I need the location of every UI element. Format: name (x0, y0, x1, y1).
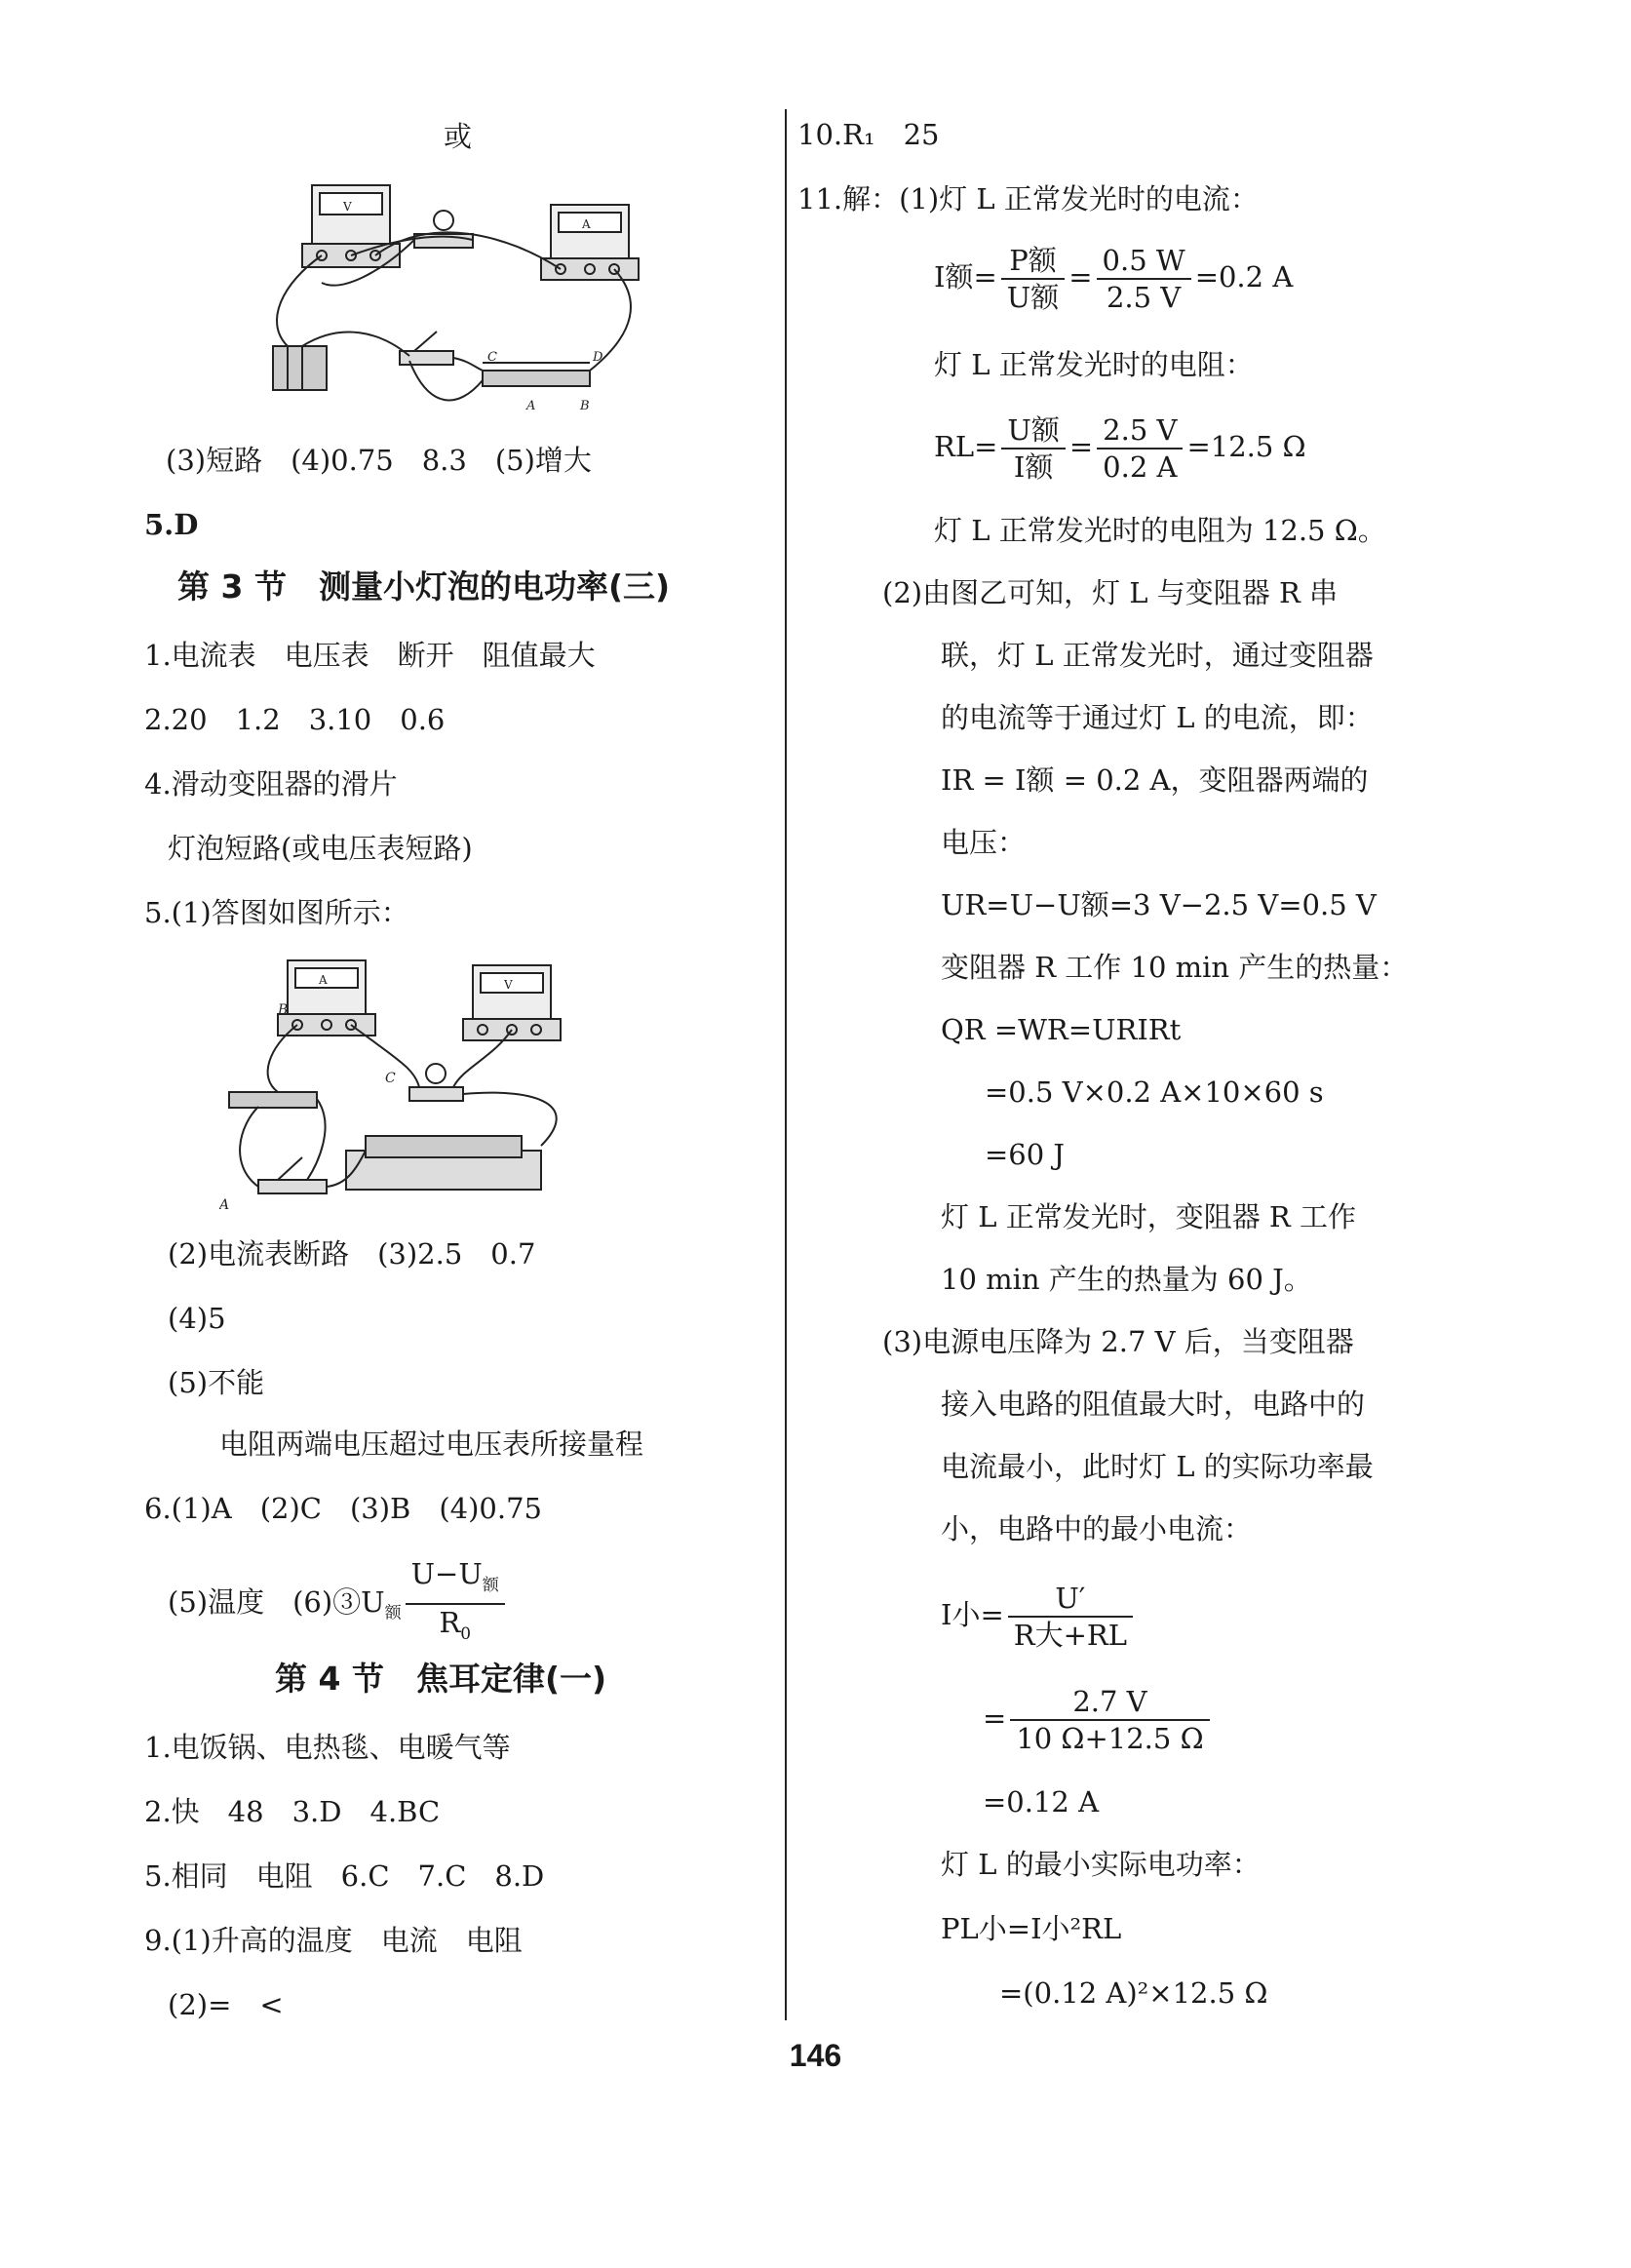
section-4-title: 第 4 节 焦耳定律(一) (275, 1660, 607, 1698)
s3-answer-6b (168, 1556, 509, 1652)
f2-res: =12.5 Ω (1186, 430, 1306, 463)
s3-6b-prefix-sub: 额 (384, 1603, 402, 1623)
p3-line-c: 电流最小，此时灯 L 的实际功率最 (941, 1450, 1374, 1483)
p2-line-i: =0.5 V×0.2 A×10×60 s (985, 1075, 1324, 1109)
s3-answer-5: 5.(1)答图如图所示： (144, 896, 409, 929)
f3-lhs: I小= (941, 1598, 1004, 1631)
formula-current: I额= $\frac{\text{P额}}{\text{U额}}$ = $\frac{0.5 W}{2.5 V}$ =0.2 A (934, 244, 1294, 314)
s4-answer-2: 2.快 48 3.D 4.BC (144, 1795, 441, 1828)
p2-line-k: 灯 L 正常发光时，变阻器 R 工作 (941, 1200, 1356, 1233)
formula-min-power-2: =(0.12 A)²×12.5 Ω (999, 1976, 1268, 2010)
page-number: 146 (789, 2038, 842, 2073)
answer-10: 10.R₁ 25 (797, 118, 940, 151)
p2-line-c: 的电流等于通过灯 L 的电流，即： (941, 701, 1374, 734)
p2-line-l: 10 min 产生的热量为 60 J。 (941, 1263, 1312, 1296)
circuit-figure-2 (219, 951, 590, 1214)
frac-6b-num: U−U (410, 1557, 483, 1590)
formula-min-power: PL小=I小²RL (941, 1912, 1122, 1945)
s3-6b-prefix: (5)温度 (6)③U (168, 1584, 385, 1619)
svg-text:C: C (487, 350, 497, 365)
s3-answer-4b: 灯泡短路(或电压表短路) (168, 832, 473, 865)
s4-answer-5: 5.相同 电阻 6.C 7.C 8.D (144, 1859, 545, 1893)
s4-answer-9b: (2)= < (168, 1988, 284, 2021)
text-min-power: 灯 L 的最小实际电功率： (941, 1848, 1261, 1881)
f3-frac (1008, 1581, 1133, 1653)
frac-6b-den-sub: 0 (460, 1623, 472, 1644)
f1-n2: 0.5 W (1097, 243, 1191, 280)
svg-text:A: A (219, 1197, 230, 1213)
p3-line-d: 小，电路中的最小电流： (941, 1512, 1253, 1545)
section-3-title: 第 3 节 测量小灯泡的电功率(三) (177, 567, 671, 606)
p2-line-h: QR =WR=URIRt (941, 1013, 1182, 1046)
s3-answer-5b: (2)电流表断路 (3)2.5 0.7 (168, 1237, 536, 1271)
f4-frac (1010, 1684, 1209, 1756)
formula-min-current (941, 1576, 1137, 1654)
frac-6b-den: R (439, 1605, 461, 1639)
frac-6b-num-sub: 额 (482, 1575, 499, 1595)
p2-line-a: (2)由图乙可知，灯 L 与变阻器 R 串 (882, 576, 1339, 609)
s3-answer-6a: 6.(1)A (2)C (3)B (4)0.75 (144, 1492, 542, 1525)
svg-text:B: B (580, 399, 590, 413)
f2-frac2 (1097, 412, 1183, 485)
p2-line-e: 电压： (941, 826, 1027, 859)
s3-answer-1: 1.电流表 电压表 断开 阻值最大 (144, 639, 596, 672)
s3-answer-5d: (5)不能 (168, 1366, 265, 1399)
f4-d: 10 Ω+12.5 Ω (1016, 1722, 1204, 1755)
s4-answer-9a: 9.(1)升高的温度 电流 电阻 (144, 1924, 523, 1957)
svg-text:A: A (319, 973, 328, 987)
f1-n1: P额 (1001, 243, 1065, 280)
formula-min-current-3: =0.12 A (983, 1785, 1100, 1818)
f1-d1: U额 (1006, 281, 1060, 314)
circuit-figure-1 (263, 176, 643, 429)
svg-text:B: B (278, 1002, 289, 1018)
svg-text:C: C (385, 1071, 396, 1086)
p2-line-g: 变阻器 R 工作 10 min 产生的热量： (941, 951, 1409, 984)
svg-text:V: V (343, 200, 352, 214)
or-label: 或 (444, 120, 473, 153)
answer-11: 11.解：(1)灯 L 正常发光时的电流： (797, 182, 1259, 215)
p2-line-b: 联，灯 L 正常发光时，通过变阻器 (941, 639, 1374, 672)
svg-text:A: A (582, 217, 591, 231)
svg-text:V: V (504, 978, 513, 992)
f2-d1: I额 (1013, 450, 1054, 484)
answer-5: 5.D (144, 508, 199, 541)
f4-n: 2.7 V (1010, 1684, 1209, 1721)
f1-d2: 2.5 V (1106, 281, 1182, 314)
f3-n: U′ (1008, 1581, 1133, 1618)
f1-frac2 (1097, 243, 1191, 315)
formula-min-current-2: = $\frac{2.7 V}{10 \Omega+12.5 \Omega}$ (983, 1679, 1214, 1757)
f1-frac1 (1001, 243, 1065, 315)
f2-frac1 (1001, 412, 1065, 485)
svg-text:D: D (593, 350, 603, 365)
p3-line-b: 接入电路的阻值最大时，电路中的 (941, 1388, 1366, 1421)
text-resistance: 灯 L 正常发光时的电阻： (934, 348, 1254, 381)
f2-n2: 2.5 V (1097, 412, 1183, 450)
s3-answer-2: 2.20 1.2 3.10 0.6 (144, 703, 446, 736)
f2-d2: 0.2 A (1103, 450, 1178, 484)
formula-resistance: RL= $\frac{\text{U额}}{\text{I额}}$ = $\frac{2.5 V}{0.2 A}$ =12.5 Ω (934, 413, 1306, 484)
f2-n1: U额 (1001, 412, 1065, 450)
s3-answer-5c: (4)5 (168, 1302, 226, 1335)
s4-answer-1: 1.电饭锅、电热毯、电暖气等 (144, 1731, 511, 1764)
f2-lhs: RL= (934, 430, 998, 463)
f1-res: =0.2 A (1194, 260, 1294, 293)
line-l1: (3)短路 (4)0.75 8.3 (5)增大 (166, 444, 592, 477)
p3-line-a: (3)电源电压降为 2.7 V 后，当变阻器 (882, 1325, 1354, 1358)
p2-line-j: =60 J (985, 1138, 1066, 1171)
s3-answer-4a: 4.滑动变阻器的滑片 (144, 767, 398, 801)
s3-answer-5e: 电阻两端电压超过电压表所接量程 (219, 1427, 644, 1461)
text-resistance-result: 灯 L 正常发光时的电阻为 12.5 Ω。 (934, 514, 1386, 547)
p2-line-f: UR=U−U额=3 V−2.5 V=0.5 V (941, 888, 1377, 921)
p2-line-d: IR = I额 = 0.2 A，变阻器两端的 (941, 763, 1369, 797)
f3-d: R大+RL (1013, 1619, 1127, 1652)
column-divider (785, 109, 787, 2020)
svg-text:A: A (526, 399, 536, 413)
f1-lhs: I额= (934, 260, 997, 293)
fraction-6b (406, 1556, 505, 1652)
